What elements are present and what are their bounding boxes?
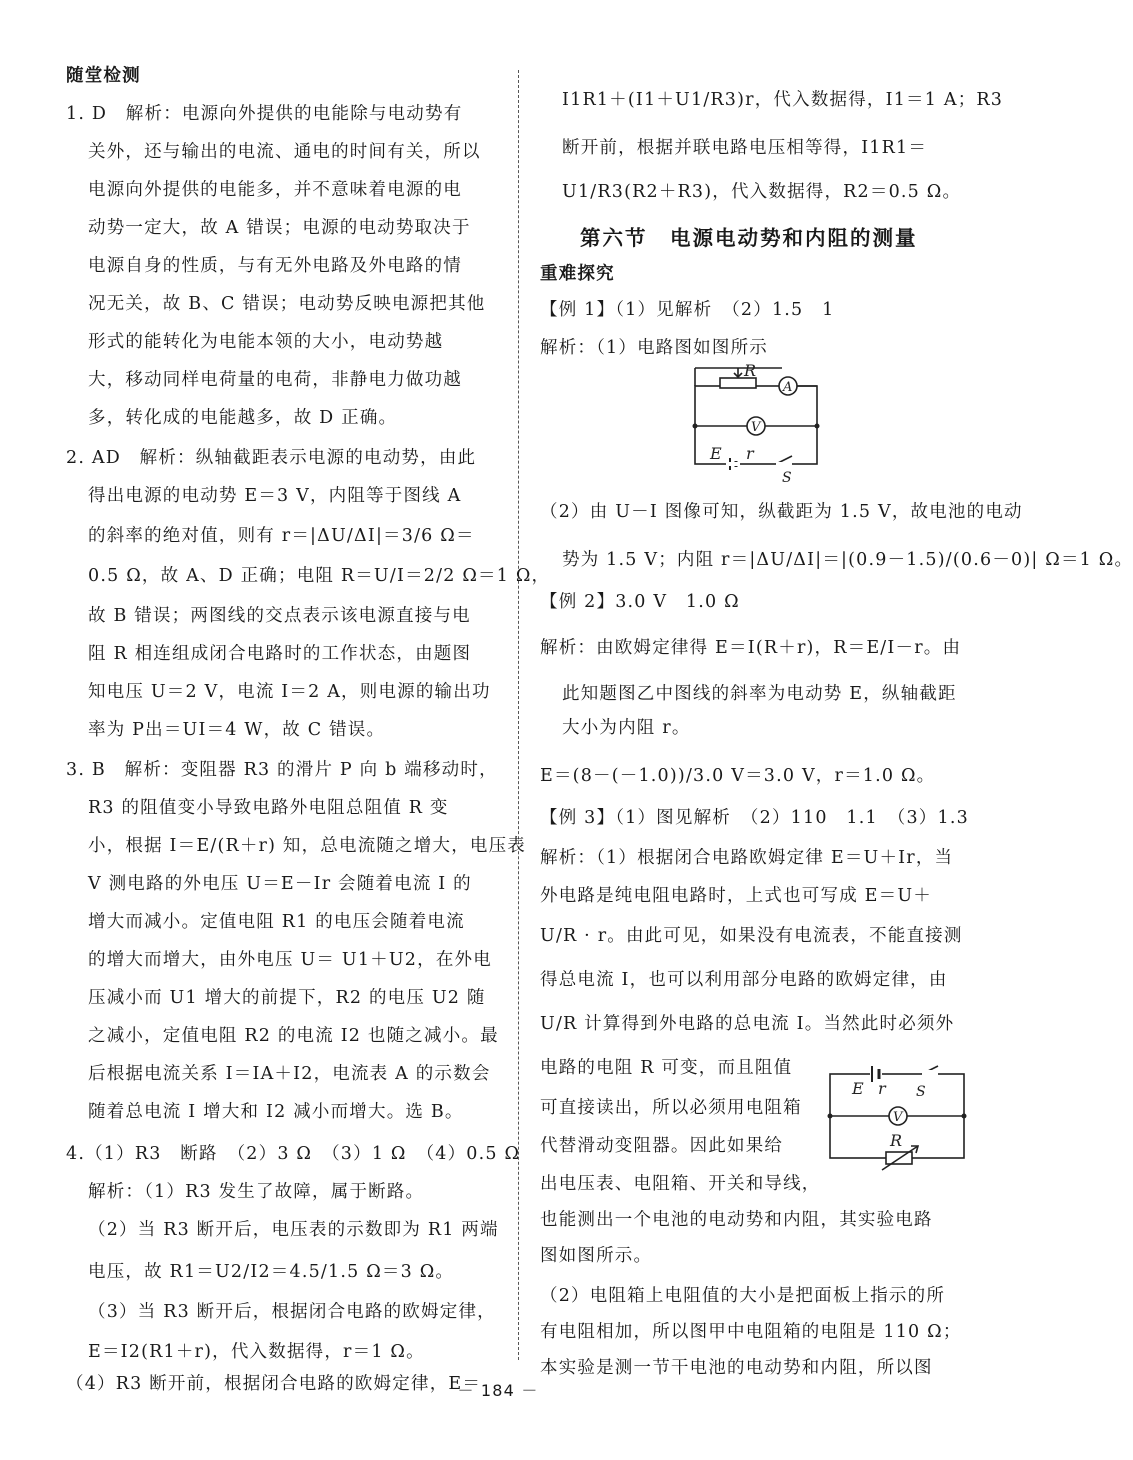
section-heading: 随堂检测 <box>66 66 141 86</box>
fig2-label-voltmeter: V <box>893 1110 904 1125</box>
text-line: 有电阻相加，所以图甲中电阻箱的电阻是 110 Ω； <box>540 1322 962 1342</box>
text-line: 形式的能转化为电能本领的大小，电动势越 <box>88 332 444 352</box>
text-line: 电源自身的性质，与有无外电路及外电路的情 <box>88 256 462 276</box>
circuit-diagram-2 <box>826 1060 970 1172</box>
text-line: 解析：（1）电路图如图所示 <box>540 338 768 358</box>
text-line: 本实验是测一节干电池的电动势和内阻，所以图 <box>540 1358 933 1378</box>
text-line: R3 的阻值变小导致电路外电阻总阻值 R 变 <box>88 798 449 818</box>
text-line: （3）当 R3 断开后，根据闭合电路的欧姆定律， <box>88 1302 496 1322</box>
text-line: （2）由 U－I 图像可知，纵截距为 1.5 V，故电池的电动 <box>540 502 1023 522</box>
text-line: 此知题图乙中图线的斜率为电动势 E，纵轴截距 <box>562 684 957 704</box>
text-line: （4）R3 断开前，根据闭合电路的欧姆定律，E＝ <box>66 1374 482 1394</box>
text-line: 2. AD 解析：纵轴截距表示电源的电动势，由此 <box>66 448 477 468</box>
subheading: 重难探究 <box>540 264 615 284</box>
text-line: 【例 1】（1）见解析 （2）1.5 1 <box>540 300 835 320</box>
text-line: 率为 P出＝UI＝4 W，故 C 错误。 <box>88 720 386 740</box>
fig1-label-r-resistor: R <box>744 361 758 380</box>
text-line: E＝(8－(－1.0))/3.0 V＝3.0 V，r＝1.0 Ω。 <box>540 766 936 786</box>
text-line: 压减小而 U1 增大的前提下，R2 的电压 U2 随 <box>88 988 486 1008</box>
text-line: 大小为内阻 r。 <box>562 718 691 738</box>
fig2-label-resistance-box: R <box>890 1131 904 1150</box>
fig1-label-voltmeter: V <box>751 420 762 435</box>
text-line: I1R1＋(I1＋U1/R3)r，代入数据得，I1＝1 A；R3 <box>562 90 1004 110</box>
text-line: 4.（1）R3 断路 （2）3 Ω （3）1 Ω （4）0.5 Ω <box>66 1144 521 1164</box>
text-line: 阻 R 相连组成闭合电路时的工作状态，由题图 <box>88 644 472 664</box>
text-line: U/R 计算得到外电路的总电流 I。当然此时必须外 <box>540 1014 955 1034</box>
section-title: 第六节 电源电动势和内阻的测量 <box>580 226 918 250</box>
text-line: 增大而减小。定值电阻 R1 的电压会随着电流 <box>88 912 465 932</box>
column-divider <box>518 70 519 1360</box>
text-line: 的斜率的绝对值，则有 r＝|ΔU/ΔI|＝3/6 Ω＝ <box>88 526 475 546</box>
text-line: 代替滑动变阻器。因此如果给 <box>540 1136 784 1156</box>
text-line: 也能测出一个电池的电动势和内阻，其实验电路 <box>540 1210 933 1230</box>
text-line: 1. D 解析：电源向外提供的电能除与电动势有 <box>66 104 463 124</box>
text-line: 电路的电阻 R 可变，而且阻值 <box>540 1058 793 1078</box>
text-line: 关外，还与输出的电流、通电的时间有关，所以 <box>88 142 481 162</box>
fig2-label-emf: E <box>852 1079 865 1098</box>
fig2-label-switch: S <box>916 1084 927 1100</box>
fig2-label-internal-r: r <box>878 1079 887 1098</box>
text-line: E＝I2(R1＋r)，代入数据得，r＝1 Ω。 <box>88 1342 425 1362</box>
fig1-label-switch: S <box>782 470 793 486</box>
text-line: 后根据电流关系 I＝IA＋I2，电流表 A 的示数会 <box>88 1064 491 1084</box>
text-line: 随着总电流 I 增大和 I2 减小而增大。选 B。 <box>88 1102 464 1122</box>
text-line: U1/R3(R2＋R3)，代入数据得，R2＝0.5 Ω。 <box>562 182 962 202</box>
text-line: 得总电流 I，也可以利用部分电路的欧姆定律，由 <box>540 970 948 990</box>
text-line: 外电路是纯电阻电路时，上式也可写成 E＝U＋ <box>540 886 932 906</box>
text-line: 故 B 错误；两图线的交点表示该电源直接与电 <box>88 606 471 626</box>
text-line: 3. B 解析：变阻器 R3 的滑片 P 向 b 端移动时， <box>66 760 498 780</box>
text-line: 之减小，定值电阻 R2 的电流 I2 也随之减小。最 <box>88 1026 499 1046</box>
text-line: 电压，故 R1＝U2/I2＝4.5/1.5 Ω＝3 Ω。 <box>88 1262 455 1282</box>
text-line: 多，转化成的电能越多，故 D 正确。 <box>88 408 398 428</box>
page-number: － 184 － <box>457 1381 539 1400</box>
text-line: V 测电路的外电压 U＝E－Ir 会随着电流 I 的 <box>88 874 472 894</box>
fig1-label-ammeter: A <box>783 380 794 395</box>
text-line: 解析：（1）R3 发生了故障，属于断路。 <box>88 1182 425 1202</box>
text-line: 解析：（1）根据闭合电路欧姆定律 E＝U＋Ir，当 <box>540 848 954 868</box>
text-line: （2）当 R3 断开后，电压表的示数即为 R1 两端 <box>88 1220 499 1240</box>
circuit-diagram-1 <box>690 361 830 486</box>
text-line: 【例 2】3.0 V 1.0 Ω <box>540 592 740 612</box>
text-line: 电源向外提供的电能多，并不意味着电源的电 <box>88 180 462 200</box>
text-line: 可直接读出，所以必须用电阻箱 <box>540 1098 802 1118</box>
text-line: 0.5 Ω，故 A、D 正确；电阻 R＝U/I＝2/2 Ω＝1 Ω， <box>88 566 551 586</box>
text-line: 得出电源的电动势 E＝3 V，内阻等于图线 A <box>88 486 462 506</box>
text-line: 断开前，根据并联电路电压相等得，I1R1＝ <box>562 138 928 158</box>
fig1-label-internal-r: r <box>746 444 755 463</box>
text-line: 解析：由欧姆定律得 E＝I(R＋r)，R＝E/I－r。由 <box>540 638 962 658</box>
text-line: 出电压表、电阻箱、开关和导线， <box>540 1174 821 1194</box>
text-line: 况无关，故 B、C 错误；电动势反映电源把其他 <box>88 294 486 314</box>
text-line: 图如图所示。 <box>540 1246 653 1266</box>
text-line: （2）电阻箱上电阻值的大小是把面板上指示的所 <box>540 1286 946 1306</box>
fig1-label-emf: E <box>710 444 723 463</box>
text-line: 动势一定大，故 A 错误；电源的电动势取决于 <box>88 218 471 238</box>
text-line: 知电压 U＝2 V，电流 I＝2 A，则电源的输出功 <box>88 682 491 702</box>
text-line: U/R · r。由此可见，如果没有电流表，不能直接测 <box>540 926 963 946</box>
text-line: 【例 3】（1）图见解析 （2）110 1.1 （3）1.3 <box>540 808 969 828</box>
text-line: 的增大而增大，由外电压 U＝ U1＋U2，在外电 <box>88 950 492 970</box>
text-line: 小，根据 I＝E/(R＋r) 知，总电流随之增大，电压表 <box>88 836 527 856</box>
text-line: 大，移动同样电荷量的电荷，非静电力做功越 <box>88 370 462 390</box>
text-line: 势为 1.5 V；内阻 r＝|ΔU/ΔI|＝|(0.9－1.5)/(0.6－0)| Ω＝1 Ω。 <box>562 550 1133 570</box>
